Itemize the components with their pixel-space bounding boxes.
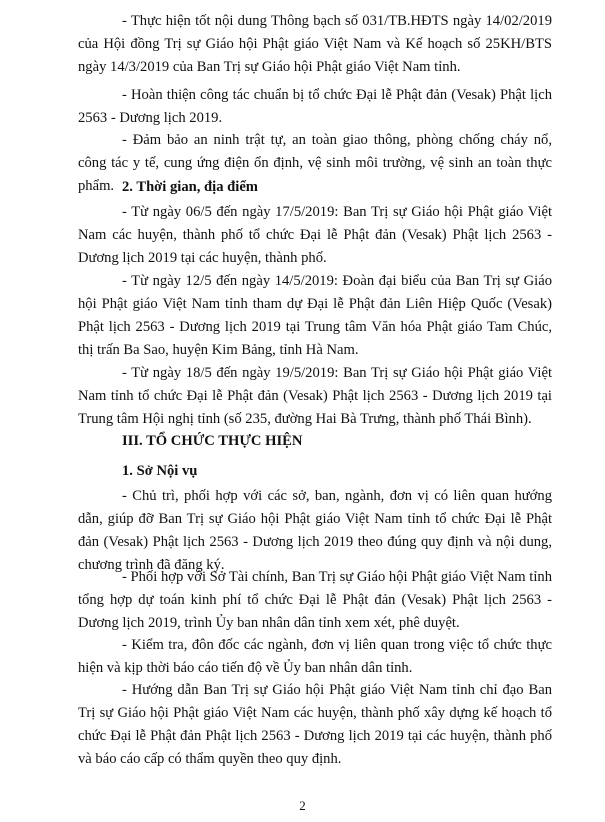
- subsection-heading-so-noi-vu: 1. Sở Nội vụ: [122, 463, 198, 479]
- paragraph-thong-bach: - Thực hiện tốt nội dung Thông bạch số 031/TB.HĐTS ngày 14/02/2019 của Hội đồng Trị sự Giáo hội Phật giáo Việt Nam và Kế hoạch số 25KH/BTS ngày 14/3/2019 của Ban Trị sự Giáo hội Phật giáo Việt Nam tỉnh.: [78, 13, 552, 75]
- section-heading-thoi-gian: 2. Thời gian, địa điểm: [122, 179, 258, 195]
- paragraph-dam-bao: - Đảm bảo an ninh trật tự, an toàn giao thông, phòng chống cháy nổ, công tác y tế, cung ứng điện ổn định, vệ sinh môi trường, vệ sinh an toàn thực phẩm.: [78, 132, 552, 194]
- list-item-schedule-3: - Từ ngày 18/5 đến ngày 19/5/2019: Ban Trị sự Giáo hội Phật giáo Việt Nam tỉnh tổ chức Đại lễ Phật đản (Vesak) Phật lịch 2563 - Dương lịch 2019 tại Trung tâm Hội nghị tỉnh (số 235, đường Hai Bà Trưng, thành phố Thái Bình).: [78, 365, 552, 427]
- list-item-schedule-1: - Từ ngày 06/5 đến ngày 17/5/2019: Ban Trị sự Giáo hội Phật giáo Việt Nam các huyện, thành phố tổ chức Đại lễ Phật đản (Vesak) Phật lịch 2563 - Dương lịch 2019 tại các huyện, thành phố.: [78, 204, 552, 266]
- list-item-task-2: - Phối hợp với Sở Tài chính, Ban Trị sự Giáo hội Phật giáo Việt Nam tỉnh tổng hợp dự toán kinh phí tổ chức Đại lễ Phật đản (Vesak) Phật lịch 2563 - Dương lịch 2019, trình Ủy ban nhân dân tỉnh xem xét, phê duyệt.: [78, 569, 552, 631]
- list-item-schedule-2: - Từ ngày 12/5 đến ngày 14/5/2019: Đoàn đại biểu của Ban Trị sự Giáo hội Phật giáo Việt Nam tỉnh tham dự Đại lễ Phật đản Liên Hiệp Quốc (Vesak) Phật lịch 2563 - Dương lịch 2019 tại Trung tâm Văn hóa Phật giáo Tam Chúc, thị trấn Ba Sao, huyện Kim Bảng, tỉnh Hà Nam.: [78, 273, 552, 358]
- section-heading-to-chuc: III. TỔ CHỨC THỰC HIỆN: [122, 433, 303, 449]
- list-item-task-3: - Kiểm tra, đôn đốc các ngành, đơn vị liên quan trong việc tổ chức thực hiện và kịp thời báo cáo tiến độ về Ủy ban nhân dân tỉnh.: [78, 637, 552, 676]
- list-item-task-1: - Chủ trì, phối hợp với các sở, ban, ngành, đơn vị có liên quan hướng dẫn, giúp đỡ Ban Trị sự Giáo hội Phật giáo Việt Nam tỉnh tổ chức Đại lễ Phật đản (Vesak) Phật lịch 2563 - Dương lịch 2019 theo đúng quy định và nội dung, chương trình đã đăng ký.: [78, 488, 552, 573]
- list-item-task-4: - Hướng dẫn Ban Trị sự Giáo hội Phật giáo Việt Nam tỉnh chỉ đạo Ban Trị sự Giáo hội Phật giáo Việt Nam các huyện, thành phố xây dựng kế hoạch tổ chức Đại lễ Phật đản Phật lịch 2563 - Dương lịch 2019 tại các huyện, thành phố và báo cáo cấp có thẩm quyền theo quy định.: [78, 682, 552, 767]
- paragraph-hoan-thien: - Hoàn thiện công tác chuẩn bị tổ chức Đại lễ Phật đản (Vesak) Phật lịch 2563 - Dương lịch 2019.: [78, 87, 552, 126]
- page-number: 2: [299, 798, 306, 813]
